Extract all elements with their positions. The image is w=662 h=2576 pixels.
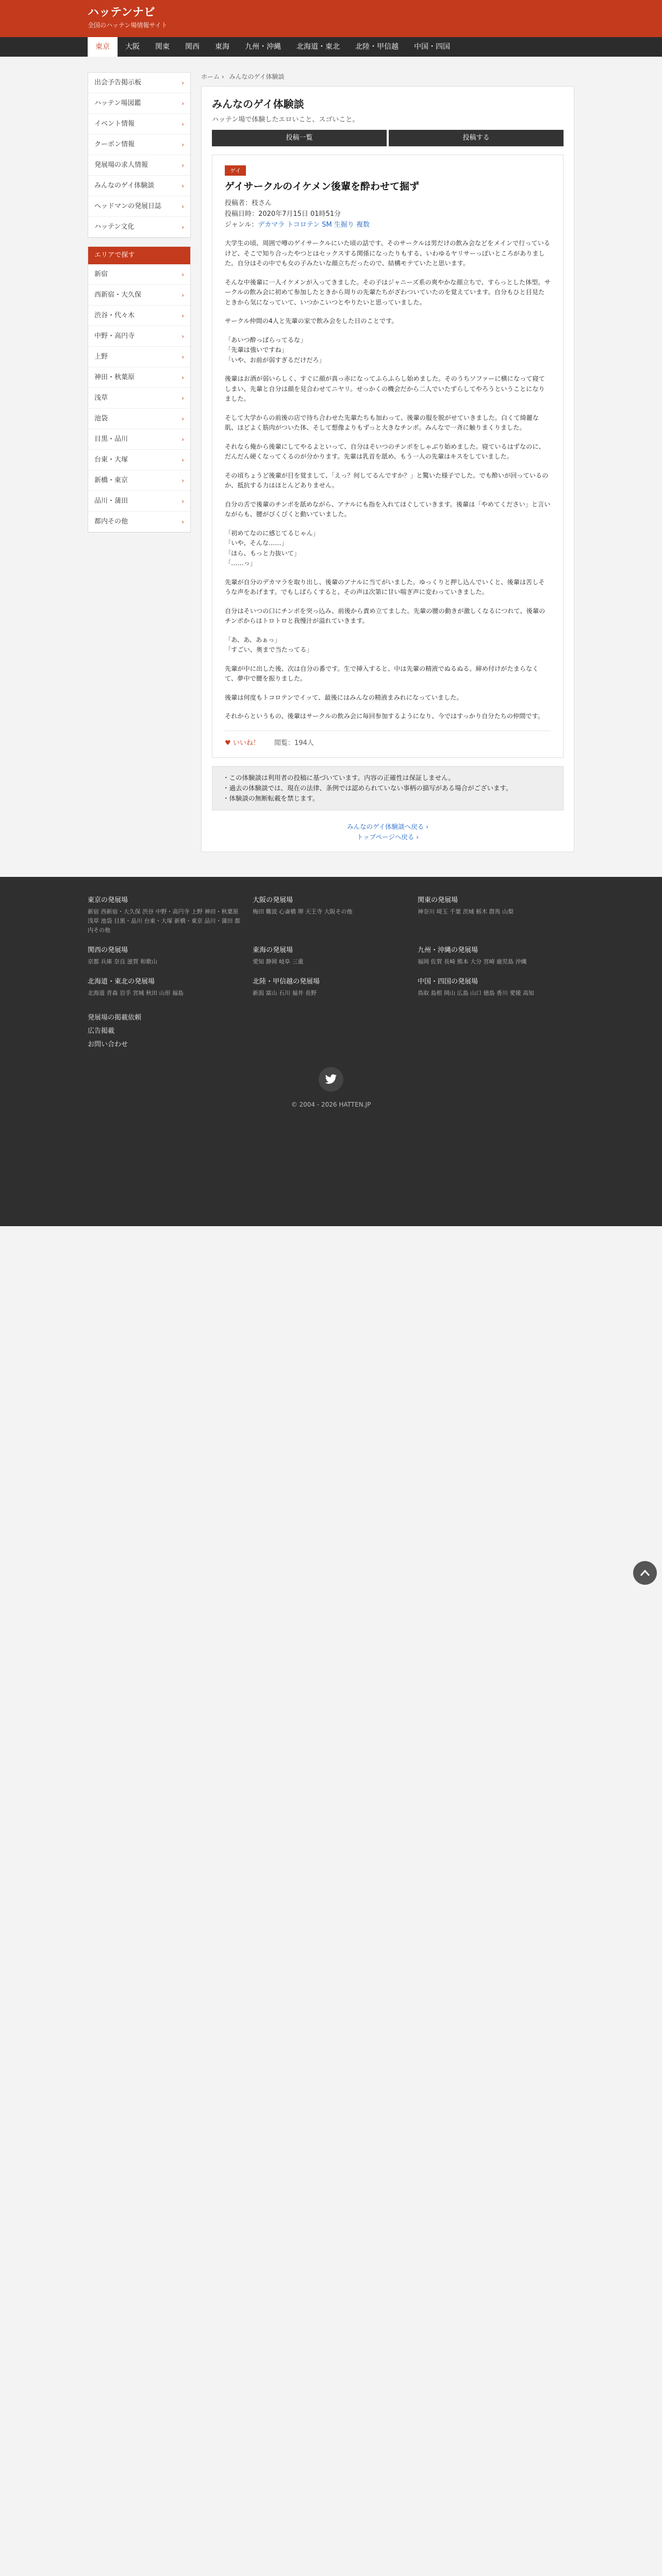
- area-label: 新宿: [94, 270, 108, 278]
- sidebar-menu-item[interactable]: [88, 217, 190, 238]
- footer-col-title[interactable]: 関東の発展場: [418, 896, 458, 904]
- sidebar-area-item[interactable]: [88, 264, 190, 285]
- footer-col-links[interactable]: 京都 兵庫 奈良 滋賀 和歌山: [88, 958, 157, 965]
- story-paragraph: そんな中後輩に一人イケメンが入ってきました。その子はジャニーズ系の爽やかな顔立ちで、すらっとした体型。サークルの飲み会に初めて参加したときから周りの先輩たちがざわついていたのを覚えています。自分もひと目見たときから気になっていて、いつかこいつとやりたいと思っていました。: [225, 278, 551, 306]
- sidebar-area-item[interactable]: [88, 326, 190, 347]
- sidebar-area-item[interactable]: [88, 347, 190, 367]
- sidebar-menu-item[interactable]: [88, 73, 190, 93]
- sidebar-menu-item[interactable]: [88, 134, 190, 155]
- chevron-right-icon: ›: [181, 162, 184, 169]
- genre-label: ジャンル：: [225, 221, 258, 229]
- footer-col-title[interactable]: 北陸・甲信越の発展場: [253, 977, 320, 986]
- footer-col: [88, 976, 242, 998]
- story-article: [212, 155, 564, 758]
- chevron-right-icon: ›: [181, 271, 184, 278]
- area-label: 上野: [94, 353, 108, 361]
- chevron-up-icon: [640, 1569, 650, 1577]
- footer-col: [418, 976, 572, 998]
- story-paragraph: 後輩は何度もトコロテンでイッて、最後にはみんなの精液まみれになっていました。: [225, 693, 463, 701]
- region-tab[interactable]: 関東: [155, 43, 170, 51]
- page-tabs: [212, 130, 564, 146]
- chevron-right-icon: ›: [181, 415, 184, 422]
- region-tab[interactable]: 中国・四国: [414, 43, 450, 51]
- chevron-right-icon: ›: [181, 477, 184, 484]
- category-badge[interactable]: ゲイ: [225, 165, 246, 176]
- breadcrumb-home[interactable]: ホーム: [201, 73, 220, 80]
- menu-label: イベント情報: [94, 120, 135, 128]
- footer-col: [418, 944, 572, 967]
- sidebar-menu-item[interactable]: [88, 114, 190, 134]
- menu-label: クーポン情報: [94, 141, 135, 148]
- breadcrumb: [201, 72, 574, 81]
- region-tab[interactable]: 関西: [185, 43, 200, 51]
- menu-label: 発展場の求人情報: [94, 161, 148, 169]
- area-label: 浅草: [94, 394, 108, 402]
- region-tab[interactable]: 東海: [215, 43, 229, 51]
- main-content: [201, 72, 574, 852]
- footer-col: [253, 976, 407, 998]
- sidebar-area-item[interactable]: [88, 450, 190, 470]
- chevron-right-icon: ›: [181, 224, 184, 231]
- footer-col-links[interactable]: 鳥取 島根 岡山 広島 山口 徳島 香川 愛媛 高知: [418, 989, 534, 996]
- scroll-to-top-button[interactable]: [633, 1561, 657, 1585]
- like-button[interactable]: ♥ いいね！: [225, 739, 260, 747]
- site-footer: [0, 877, 662, 1226]
- story-meta: [225, 198, 551, 230]
- genre-links[interactable]: デカマラ トコロテン SM 生掘り 複数: [258, 221, 370, 229]
- sidebar-area-item[interactable]: [88, 409, 190, 429]
- note-text: 体験談の無断転載を禁じます。: [229, 794, 319, 802]
- story-paragraph: サークル仲間の4人と先輩の家で飲み会をした日のことです。: [225, 317, 398, 325]
- region-tab[interactable]: 東京: [88, 37, 118, 57]
- area-label: 神田・秋葉原: [94, 374, 135, 381]
- area-label: 西新宿・大久保: [94, 291, 142, 299]
- area-label: 目黒・品川: [94, 435, 128, 443]
- menu-label: 出会予告掲示板: [94, 79, 142, 87]
- sidebar-menu-item[interactable]: [88, 196, 190, 217]
- area-label: 品川・蒲田: [94, 497, 128, 505]
- sidebar-menu-item[interactable]: [88, 93, 190, 114]
- back-links: [212, 822, 564, 842]
- note-item: ・過去の体験談では、現在の法律、条例では認められていない事柄の描写がある場合がございます。: [223, 784, 512, 792]
- note-text: この体験談は利用者の投稿に基づいています。内容の正確性は保証しません。: [229, 773, 455, 782]
- footer-col-title[interactable]: 東海の発展場: [253, 946, 293, 954]
- footer-col-title[interactable]: 九州・沖縄の発展場: [418, 946, 478, 954]
- view-count: 閲覧：194人: [274, 739, 314, 747]
- site-header: [0, 0, 662, 37]
- footer-col-links[interactable]: 新潟 富山 石川 福井 長野: [253, 989, 317, 996]
- page-header-card: [201, 86, 574, 852]
- region-tab[interactable]: 九州・沖縄: [245, 43, 281, 51]
- story-paragraph: それなら俺から後輩にしてやるよといって、自分はそいつのチンポをしゃぶり始めました。寝ているはずなのに、だんだん硬くなってくるのが分かります。先輩は乳首を舐め、もう一人の先輩はキスをしていました。: [225, 443, 545, 460]
- footer-col: [253, 894, 407, 935]
- chevron-right-icon: ›: [181, 436, 184, 443]
- footer-col-links[interactable]: 愛知 静岡 岐阜 三重: [253, 958, 304, 965]
- note-item: ・この体験談は利用者の投稿に基づいています。内容の正確性は保証しません。: [223, 773, 455, 782]
- footer-col-title[interactable]: 北海道・東北の発展場: [88, 977, 155, 986]
- footer-col: [88, 944, 242, 967]
- chevron-right-icon: ›: [181, 121, 184, 128]
- menu-label: ヘッドマンの発展日誌: [94, 202, 162, 210]
- story-paragraph: 大学生の頃、周囲で噂のゲイサークルにいた頃の話です。そのサークルは男だけの飲み会などをメインで行っているけど、そこで知り合ったやつとはセックスする関係になったりもする、いわゆるヤリサーっぽいところがありました。自分はその中でも女の子みたいな顔立ちだったので、結構モテていたと思います。: [225, 240, 550, 267]
- chevron-right-icon: ›: [181, 498, 184, 505]
- sidebar-area-item[interactable]: [88, 367, 190, 388]
- note-item: ・体験談の無断転載を禁じます。: [223, 794, 319, 802]
- menu-label: みんなのゲイ体験談: [94, 182, 155, 190]
- twitter-icon: [325, 1074, 337, 1084]
- chevron-right-icon: ›: [181, 456, 184, 464]
- footer-col: [418, 894, 572, 935]
- sidebar-menu: [88, 72, 191, 238]
- footer-col: [88, 894, 242, 935]
- twitter-button[interactable]: [319, 1067, 343, 1092]
- breadcrumb-separator: ›: [221, 73, 224, 80]
- chevron-right-icon: ›: [181, 203, 184, 210]
- breadcrumb-current: みんなのゲイ体験談: [229, 73, 285, 80]
- chevron-right-icon: ›: [181, 312, 184, 319]
- story-paragraph: 「初めてなのに感じてるじゃん」 「いや、そんな……」 「ほら、もっと力抜いて」 「……っ」: [225, 529, 319, 567]
- area-label: 池袋: [94, 415, 108, 422]
- story-genre-row: [225, 219, 551, 230]
- footer-col-title[interactable]: 大阪の発展場: [253, 896, 293, 904]
- page-title: みんなのゲイ体験談: [212, 98, 304, 110]
- footer-misc-links: [88, 1011, 574, 1052]
- area-label: 中野・高円寺: [94, 332, 135, 340]
- footer-col-title[interactable]: 東京の発展場: [88, 896, 128, 904]
- story-paragraph: 「あ、あ、あぁっ」 「すごい、奥まで当たってる」: [225, 636, 313, 653]
- story-paragraph: 先輩が自分のデカマラを取り出し、後輩のアナルに当てがいました。ゆっくりと押し込んでいくと、後輩は苦しそうな声をあげます。でもしばらくすると、その声は次第に甘い喘ぎ声に変わっていきました。: [225, 578, 545, 596]
- story-paragraph: その頃ちょうど後輩が目を覚まして、「えっ？何してるんですか？」と驚いた様子でした。でも酔いが回っているのか、抵抗する力はほとんどありません。: [225, 471, 549, 489]
- advertise-link[interactable]: 広告掲載: [88, 1027, 115, 1035]
- region-nav: [0, 37, 662, 57]
- disclaimer-notes: [212, 766, 564, 810]
- region-tab[interactable]: 北陸・甲信越: [355, 43, 399, 51]
- story-paragraph: 自分の舌で後輩のチンポを舐めながら、アナルにも指を入れてほぐしていきます。後輩は「やめてください」と言いながらも、腰がびくびくと動いていました。: [225, 500, 551, 518]
- story-title: ゲイサークルのイケメン後輩を酔わせて掘ず: [225, 181, 419, 192]
- site-subtitle: 全国のハッテン場情報サイト: [88, 22, 168, 29]
- footer-col-links[interactable]: 梅田 難波 心斎橋 堺 天王寺 大阪その他: [253, 908, 353, 915]
- note-text: 過去の体験談では、現在の法律、条例では認められていない事柄の描写がある場合がございます。: [229, 784, 512, 792]
- sidebar-area-item[interactable]: [88, 491, 190, 512]
- sidebar-menu-item[interactable]: [88, 176, 190, 196]
- story-paragraph: 自分はそいつの口にチンポを突っ込み、前後から責め立てました。先輩の腰の動きが激しくなるにつれて、後輩のチンポからはトロトロと我慢汁が溢れていきます。: [225, 607, 545, 624]
- chevron-right-icon: ›: [181, 395, 184, 402]
- chevron-right-icon: ›: [181, 518, 184, 526]
- region-tab[interactable]: 北海道・東北: [296, 43, 340, 51]
- like-row: [225, 731, 551, 747]
- area-label: 新橋・東京: [94, 477, 128, 484]
- footer-col: [253, 944, 407, 967]
- footer-area-links: [88, 894, 574, 998]
- story-paragraph: それからというもの、後輩はサークルの飲み会に毎回参加するようになり、今ではすっかり自分たちの仲間です。: [225, 713, 544, 720]
- story-paragraph: 後輩はお酒が弱いらしく、すぐに顔が真っ赤になってふらふらし始めました。そのうちソファーに横になって寝てしまい、先輩と自分は顔を見合わせてニヤリ。せっかくの機会だから二人でいたずらしてやろうということになりました。: [225, 375, 545, 402]
- chevron-right-icon: ›: [181, 353, 184, 361]
- sidebar-areas: [88, 246, 191, 533]
- footer-col-title[interactable]: 関西の発展場: [88, 946, 128, 954]
- region-tab[interactable]: 大阪: [125, 43, 140, 51]
- chevron-right-icon: ›: [181, 79, 184, 87]
- chevron-right-icon: ›: [181, 182, 184, 190]
- sidebar-area-item[interactable]: [88, 429, 190, 450]
- back-to-list-link[interactable]: みんなのゲイ体験談へ戻る ›: [346, 822, 429, 831]
- listing-request-link[interactable]: 発展場の掲載依頼: [88, 1013, 142, 1022]
- sidebar-area-item[interactable]: [88, 285, 190, 306]
- area-label: 台東・大塚: [94, 456, 128, 464]
- footer-col-links[interactable]: 新宿 西新宿・大久保 渋谷 中野・高円寺 上野 神田・秋葉原 浅草 池袋 目黒・品川 台東・大塚 新橋・東京 品川・蒲田 都内その他: [88, 908, 240, 934]
- back-to-top-link[interactable]: トップページへ戻る ›: [356, 833, 419, 841]
- area-heading: エリアで探す: [88, 247, 190, 264]
- story-paragraph: そして大学からの前後の店で待ち合わせた先輩たちも加わって、後輩の服を脱がせていきました。白くて綺麗な肌、ほどよく筋肉がついた体、そして想像よりもずっと大きなチンポ。みんなで一斉に触りまくりました。: [225, 414, 539, 431]
- menu-label: ハッテン場図鑑: [94, 99, 141, 107]
- copyright: © 2004 - 2026 HATTEN.JP: [291, 1100, 371, 1108]
- chevron-right-icon: ›: [181, 333, 184, 340]
- sidebar-area-item[interactable]: [88, 512, 190, 532]
- sidebar-area-item[interactable]: [88, 388, 190, 409]
- contact-link[interactable]: お問い合わせ: [88, 1040, 128, 1048]
- area-label: 都内その他: [94, 518, 128, 526]
- tab-post[interactable]: 投稿する: [389, 130, 564, 146]
- sidebar-menu-item[interactable]: [88, 155, 190, 176]
- area-label: 渋谷・代々木: [94, 312, 135, 319]
- page-description: ハッテン場で体験したエロいこと、スゴいこと。: [212, 116, 359, 124]
- footer-col-links[interactable]: 北海道 青森 岩手 宮城 秋田 山形 福島: [88, 989, 184, 996]
- story-body: [225, 239, 551, 722]
- footer-col-links[interactable]: 神奈川 埼玉 千葉 茨城 栃木 群馬 山梨: [418, 908, 514, 915]
- footer-col-links[interactable]: 福岡 佐賀 長崎 熊本 大分 宮崎 鹿児島 沖縄: [418, 958, 527, 965]
- story-poster: 投稿者：枝さん: [225, 199, 272, 207]
- story-paragraph: 「あいつ酔っぱらってるな」 「先輩は強いですね」 「いや、お前が弱すぎるだけだろ」: [225, 336, 325, 364]
- sidebar-area-item[interactable]: [88, 306, 190, 326]
- story-date: 投稿日時：2020年7月15日 01時51分: [225, 210, 341, 218]
- site-logo[interactable]: ハッテンナビ: [88, 6, 155, 19]
- chevron-right-icon: ›: [181, 292, 184, 299]
- menu-label: ハッテン文化: [94, 223, 135, 231]
- chevron-right-icon: ›: [181, 100, 184, 107]
- sidebar-area-item[interactable]: [88, 470, 190, 491]
- story-paragraph: 先輩が中に出した後、次は自分の番です。生で挿入すると、中は先輩の精液でぬるぬる。締め付けがたまらなくて、夢中で腰を振りました。: [225, 665, 539, 682]
- footer-col-title[interactable]: 中国・四国の発展場: [418, 977, 478, 986]
- chevron-right-icon: ›: [181, 141, 184, 148]
- tab-list[interactable]: 投稿一覧: [212, 130, 387, 146]
- sidebar: [88, 72, 191, 852]
- chevron-right-icon: ›: [181, 374, 184, 381]
